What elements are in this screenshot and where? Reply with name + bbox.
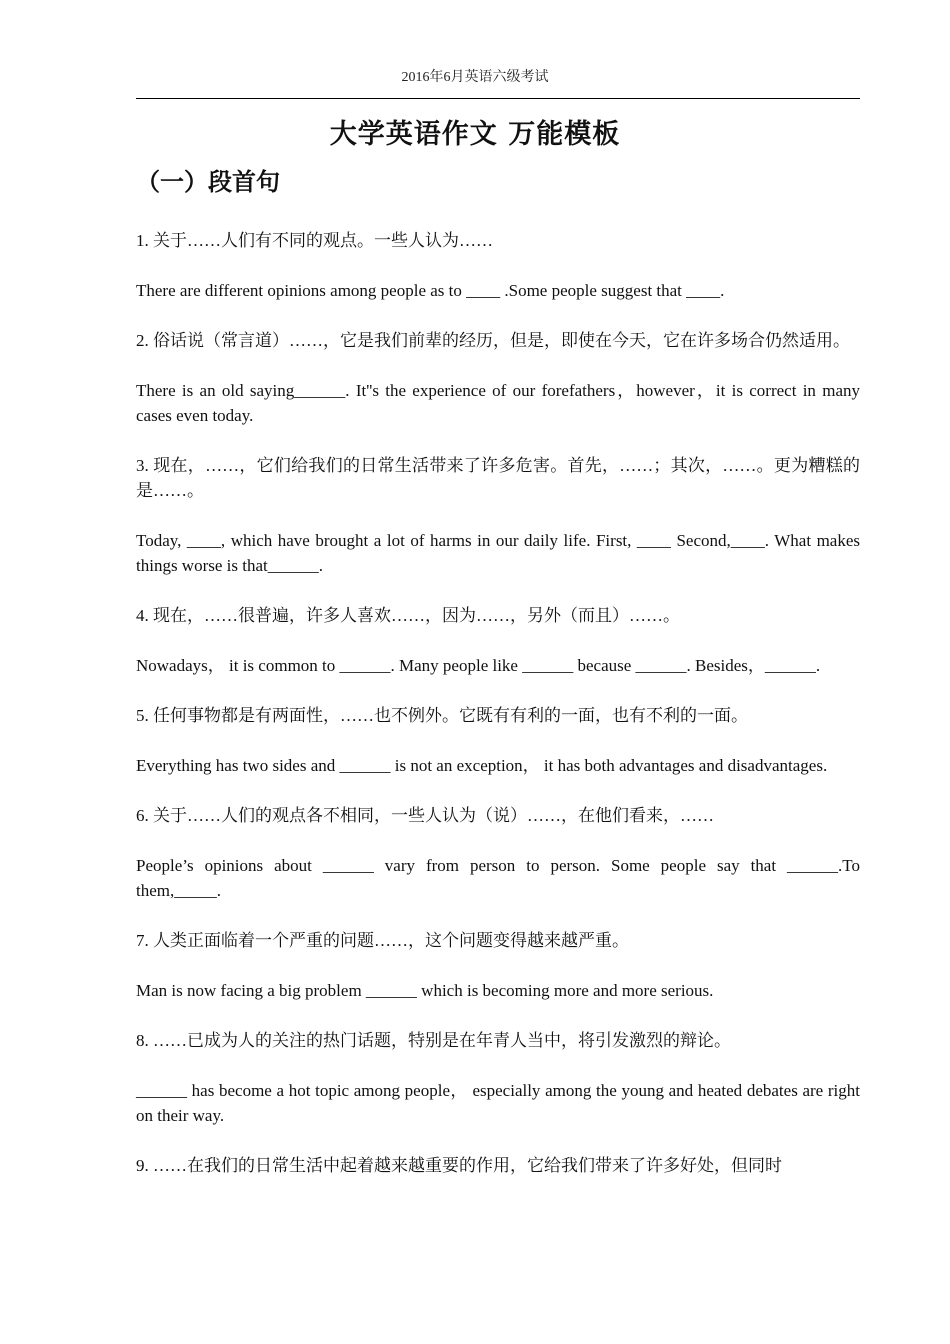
english-sentence: There is an old saying______. It''s the experience of our forefathers，however，it is correct in many cases even today. [136,381,860,425]
english-sentence: ______ has become a hot topic among people， especially among the young and heated debates are right on their way. [136,1081,860,1125]
chinese-sentence: 1. 关于……人们有不同的观点。一些人认为…… [136,231,493,250]
template-item [136,1028,860,1128]
chinese-sentence: 4. 现在，……很普遍，许多人喜欢……，因为……，另外（而且）……。 [136,606,680,625]
english-sentence: People’s opinions about ______ vary from person to person. Some people say that ______.To them,_____. [136,856,860,900]
chinese-sentence: 8. ……已成为人的关注的热门话题，特别是在年青人当中，将引发激烈的辩论。 [136,1031,731,1050]
english-sentence: Man is now facing a big problem ______ which is becoming more and more serious. [136,981,714,1000]
template-item [136,453,860,578]
chinese-sentence: 9. ……在我们的日常生活中起着越来越重要的作用，它给我们带来了许多好处，但同时 [136,1156,782,1175]
english-sentence: There are different opinions among people as to ____ .Some people suggest that ____. [136,281,725,300]
header-divider [136,98,860,99]
template-list [136,228,860,1203]
chinese-sentence: 6. 关于……人们的观点各不相同，一些人认为（说）……，在他们看来，…… [136,806,714,825]
template-item [136,328,860,428]
template-item [136,603,860,678]
english-sentence: Everything has two sides and ______ is not an exception， it has both advantages and disadvantages. [136,756,828,775]
page-header: 2016年6月英语六级考试 [401,70,549,85]
template-item [136,228,860,303]
english-sentence: Today, ____, which have brought a lot of harms in our daily life. First, ____ Second,____. What makes things worse is that______. [136,531,860,575]
chinese-sentence: 7. 人类正面临着一个严重的问题……，这个问题变得越来越严重。 [136,931,629,950]
chinese-sentence: 3. 现在，……，它们给我们的日常生活带来了许多危害。首先，……；其次，……。更为糟糕的是……。 [136,456,860,500]
template-item [136,703,860,778]
chinese-sentence: 5. 任何事物都是有两面性，……也不例外。它既有有利的一面，也有不利的一面。 [136,706,748,725]
english-sentence: Nowadays， it is common to ______. Many people like ______ because ______. Besides，______. [136,656,821,675]
chinese-sentence: 2. 俗话说（常言道）……，它是我们前辈的经历，但是，即使在今天，它在许多场合仍然适用。 [136,331,850,350]
section-heading: （一）段首句 [136,168,280,196]
template-item [136,803,860,903]
document-title: 大学英语作文 万能模板 [329,119,621,150]
template-item [136,1153,860,1178]
template-item [136,928,860,1003]
